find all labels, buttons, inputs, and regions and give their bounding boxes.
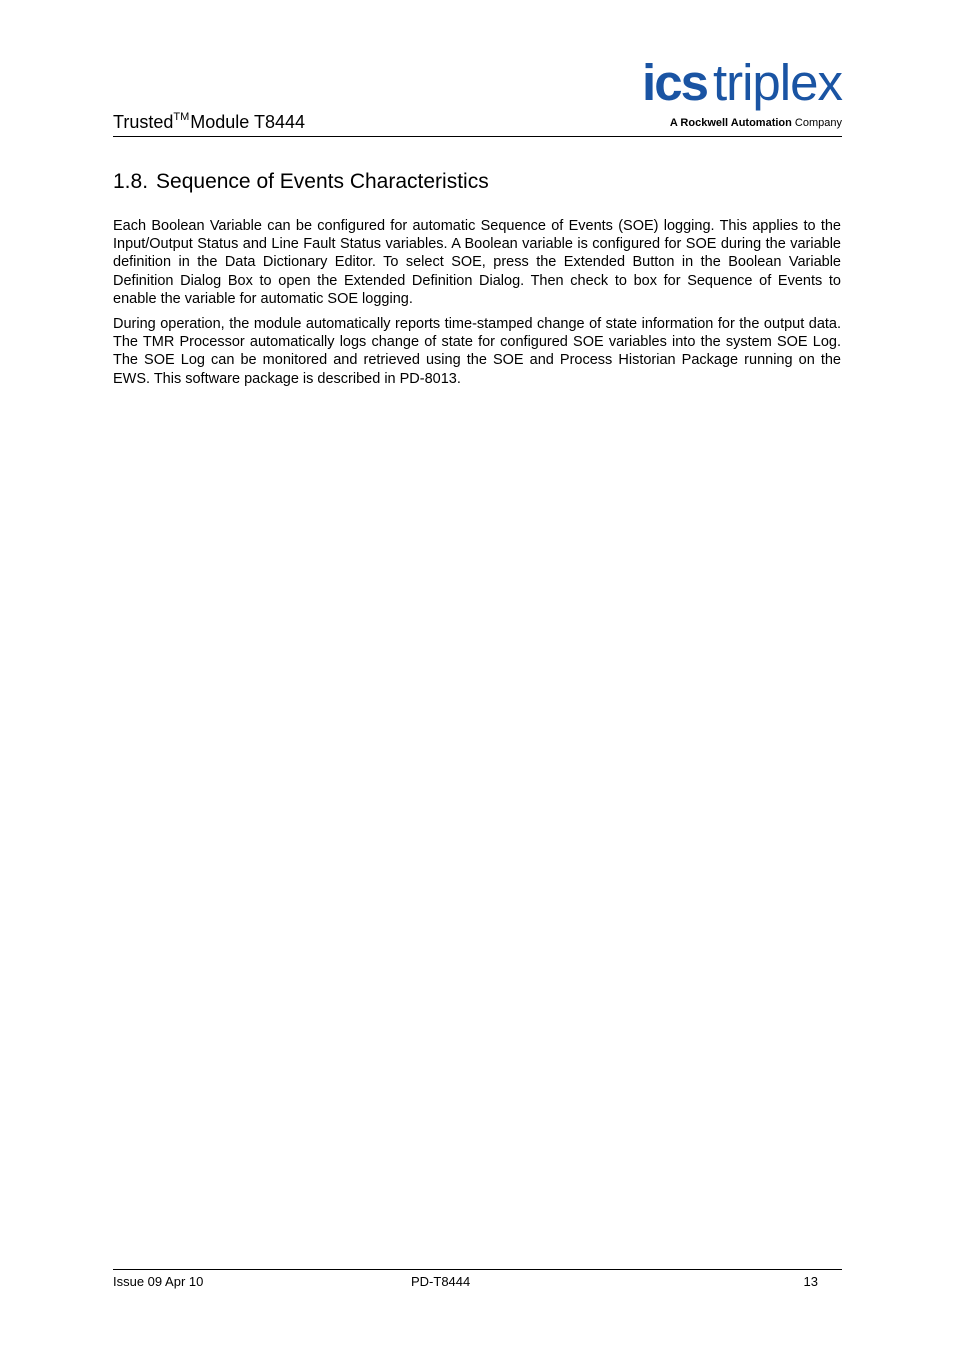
section-title: Sequence of Events Characteristics xyxy=(156,170,489,193)
logo-tagline-bold: A Rockwell Automation xyxy=(669,117,792,129)
section-number: 1.8. xyxy=(113,170,149,193)
logo-ics: ics xyxy=(642,54,707,111)
logo-tagline xyxy=(670,117,842,130)
section-body xyxy=(113,217,841,395)
header-title-prefix: Trusted xyxy=(113,112,174,132)
page-footer xyxy=(113,1269,842,1294)
ics-triplex-logo xyxy=(610,56,842,134)
section-heading xyxy=(113,169,489,195)
trademark-superscript: TM xyxy=(173,111,190,123)
footer-page-number: 13 xyxy=(803,1274,818,1289)
page-header xyxy=(113,56,842,137)
header-title-suffix: Module T8444 xyxy=(190,112,305,132)
header-title xyxy=(113,111,305,133)
logo-triplex: triplex xyxy=(712,54,842,111)
logo-tagline-rest: Company xyxy=(794,117,842,129)
footer-issue: Issue 09 Apr 10 xyxy=(113,1274,204,1289)
logo-wordmark xyxy=(642,54,842,112)
body-paragraph-1: Each Boolean Variable can be configured for automatic Sequence of Events (SOE) logging. This applies to the Input/Output Status and Line Fault Status variables. A Boolean variable is configured for SOE during the variable definition in the Data Dictionary Editor. To select SOE, press the Extended Button in the Boolean Variable Definition Dialog Box to open the Extended Definition Dialog. Then check to box for Sequence of Events to enable the variable for automatic SOE logging. xyxy=(113,218,841,307)
footer-doc-id: PD-T8444 xyxy=(411,1274,471,1289)
body-paragraph-2: During operation, the module automatically reports time-stamped change of state information for the output data. The TMR Processor automatically logs change of state for configured SOE variables into the system SOE Log. The SOE Log can be monitored and retrieved using the SOE and Process Historian Package running on the EWS. This software package is described in PD-8013. xyxy=(113,316,841,387)
